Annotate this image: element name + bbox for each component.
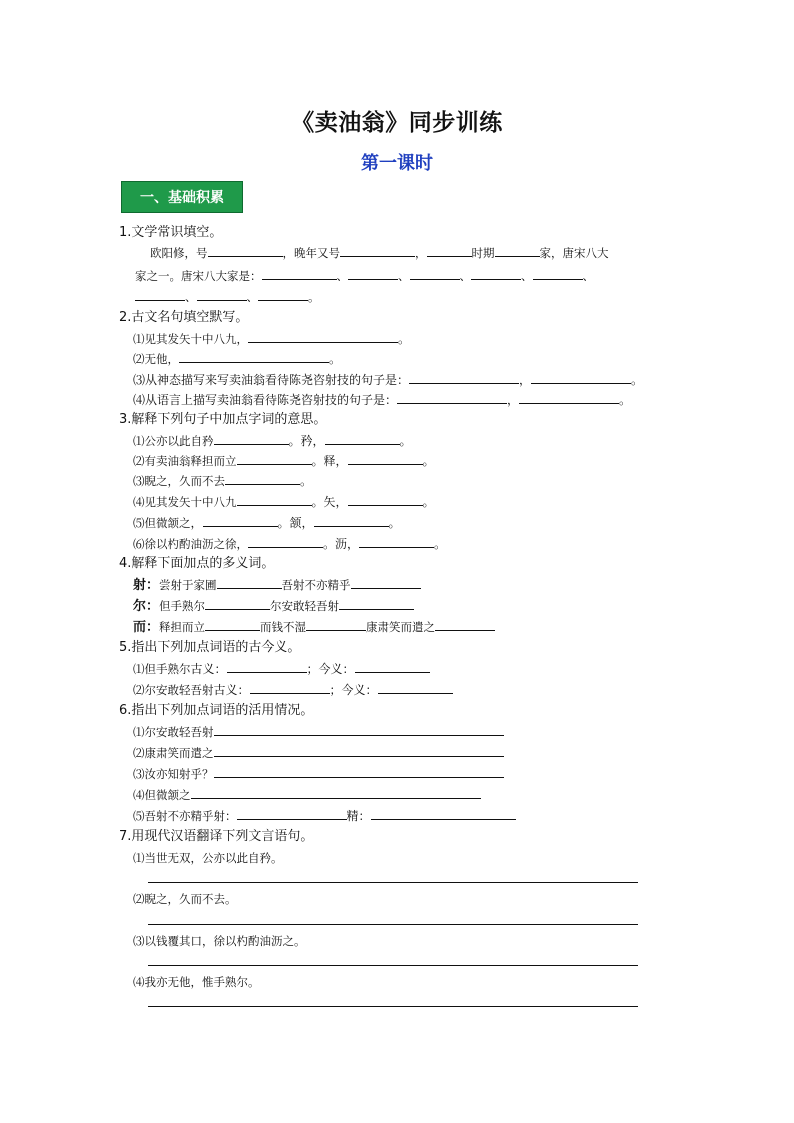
blank[interactable]: [135, 288, 185, 301]
q2-heading: 2.古文名句填空默写。: [119, 310, 249, 325]
q5-heading: 5.指出下列加点词语的古今义。: [119, 640, 301, 655]
blank[interactable]: [237, 452, 312, 465]
blank[interactable]: [409, 371, 519, 384]
q2-item-2: ⑵无他， 。: [133, 352, 342, 366]
blank[interactable]: [217, 576, 282, 589]
q3-item-4: ⑷见其发矢十中八九 。矢， 。: [133, 495, 435, 509]
q1-line-1: 欧阳修，号 ，晚年又号 ， 时期 家，唐宋八大: [150, 246, 609, 260]
q6-item-3: ⑶汝亦知射乎？: [133, 765, 504, 783]
blank[interactable]: [214, 723, 504, 736]
blank[interactable]: [262, 267, 337, 280]
blank[interactable]: [197, 288, 247, 301]
q2-item-4: ⑷从语言上描写卖油翁看待陈尧咨射技的句子是： ， 。: [133, 393, 632, 407]
blank[interactable]: [250, 681, 330, 694]
q6-item-5: ⑸吾射不亦精乎射： 精：: [133, 807, 516, 825]
blank[interactable]: [371, 807, 516, 820]
blank[interactable]: [359, 535, 434, 548]
blank[interactable]: [214, 765, 504, 778]
q5-item-1: ⑴但手熟尔古义： ；今义：: [133, 660, 430, 678]
blank[interactable]: [237, 807, 347, 820]
blank[interactable]: [258, 288, 308, 301]
blank[interactable]: [214, 744, 504, 757]
page-subtitle: 第一课时: [361, 153, 433, 174]
blank[interactable]: [495, 244, 540, 257]
q7-item-4: ⑷我亦无他，惟手熟尔。: [133, 975, 260, 989]
blank[interactable]: [519, 391, 619, 404]
blank[interactable]: [339, 597, 414, 610]
blank[interactable]: [355, 660, 430, 673]
blank[interactable]: [340, 244, 415, 257]
blank[interactable]: [205, 618, 260, 631]
blank[interactable]: [208, 244, 283, 257]
blank[interactable]: [427, 244, 472, 257]
q3-item-5: ⑸但微颔之， 。颔， 。: [133, 516, 401, 530]
blank[interactable]: [531, 371, 631, 384]
q3-heading: 3.解释下列句子中加点字词的意思。: [119, 412, 327, 427]
section-badge: 一、基础积累: [121, 181, 243, 213]
q5-item-2: ⑵尔安敢轻吾射古义： ；今义：: [133, 681, 453, 699]
q2-item-3: ⑶从神态描写来写卖油翁看待陈尧咨射技的句子是： ， 。: [133, 373, 644, 387]
blank[interactable]: [348, 452, 423, 465]
q4-item-er2: 而：释担而立 而钱不湿 康肃笑而遣之: [133, 618, 495, 637]
blank[interactable]: [314, 514, 389, 527]
blank[interactable]: [205, 597, 270, 610]
blank[interactable]: [325, 432, 400, 445]
q4-item-er: 尔：但手熟尔 尔安敢轻吾射: [133, 597, 414, 616]
q6-item-1: ⑴尔安敢轻吾射: [133, 723, 504, 741]
blank[interactable]: [348, 493, 423, 506]
q1-heading: 1.文学常识填空。: [119, 225, 223, 240]
blank[interactable]: [227, 660, 307, 673]
blank[interactable]: [351, 576, 421, 589]
blank[interactable]: [410, 267, 460, 280]
q1-line-2: 家之一。唐宋八大家是： 、 、 、 、 、: [135, 269, 594, 283]
q6-item-2: ⑵康肃笑而遣之: [133, 744, 504, 762]
answer-line[interactable]: [148, 924, 638, 925]
blank[interactable]: [378, 681, 453, 694]
q6-heading: 6.指出下列加点词语的活用情况。: [119, 703, 314, 718]
blank[interactable]: [306, 618, 366, 631]
q3-item-1: ⑴公亦以此自矜 。矜， 。: [133, 434, 412, 448]
answer-line[interactable]: [148, 1006, 638, 1007]
blank[interactable]: [435, 618, 495, 631]
blank[interactable]: [225, 472, 300, 485]
q3-item-6: ⑹徐以杓酌油沥之徐， 。沥， 。: [133, 537, 447, 551]
q4-heading: 4.解释下面加点的多义词。: [119, 556, 275, 571]
blank[interactable]: [237, 493, 312, 506]
q6-item-4: ⑷但微颔之: [133, 786, 481, 804]
blank[interactable]: [214, 432, 289, 445]
blank[interactable]: [471, 267, 521, 280]
blank[interactable]: [348, 267, 398, 280]
answer-line[interactable]: [148, 965, 638, 966]
q3-item-2: ⑵有卖油翁释担而立 。释， 。: [133, 454, 435, 468]
blank[interactable]: [248, 535, 323, 548]
q1-line-3: 、 、 。: [135, 288, 320, 306]
blank[interactable]: [203, 514, 278, 527]
q4-item-she: 射：尝射于家圃 吾射不亦精乎: [133, 576, 421, 595]
q7-item-3: ⑶以钱覆其口，徐以杓酌油沥之。: [133, 934, 306, 948]
q7-heading: 7.用现代汉语翻译下列文言语句。: [119, 829, 314, 844]
blank[interactable]: [191, 786, 481, 799]
blank[interactable]: [248, 330, 398, 343]
q7-item-2: ⑵睨之，久而不去。: [133, 892, 237, 906]
q2-item-1: ⑴见其发矢十中八九， 。: [133, 332, 411, 346]
answer-line[interactable]: [148, 882, 638, 883]
page-title: 《卖油翁》同步训练: [291, 110, 503, 136]
q7-item-1: ⑴当世无双，公亦以此自矜。: [133, 851, 283, 865]
blank[interactable]: [533, 267, 583, 280]
blank[interactable]: [397, 391, 507, 404]
blank[interactable]: [179, 350, 329, 363]
q3-item-3: ⑶睨之，久而不去 。: [133, 474, 313, 488]
